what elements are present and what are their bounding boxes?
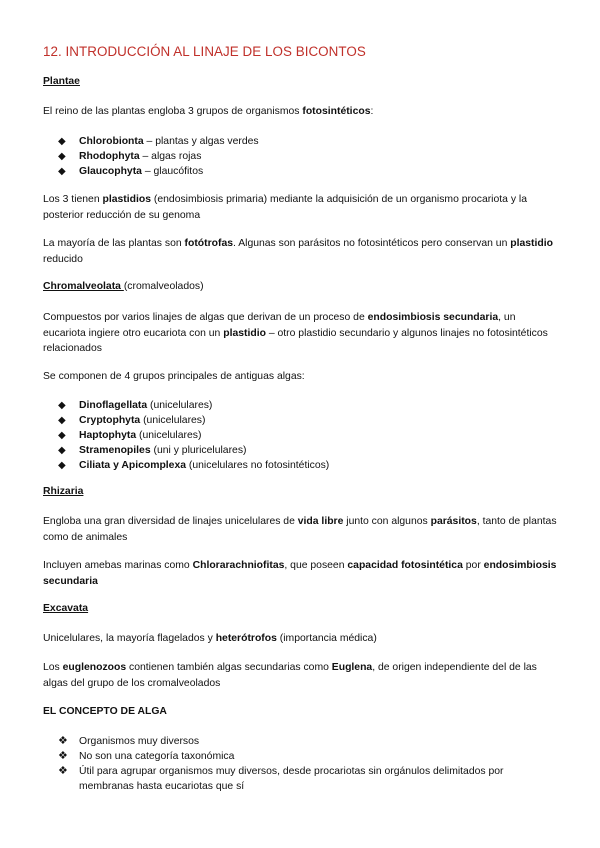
page-title: 12. INTRODUCCIÓN AL LINAJE DE LOS BICONTOS xyxy=(43,44,366,59)
plantae-paragraph-plastidios: Los 3 tienen plastidios (endosimbiosis primaria) mediante la adquisición de un organismo procariota y la posterior reducción de su genoma xyxy=(43,194,527,221)
star-bullet-icon: ❖ xyxy=(58,750,68,762)
list-item: ◆ Stramenopiles (uni y pluricelulares) xyxy=(58,445,247,456)
section-heading-concepto-alga: EL CONCEPTO DE ALGA xyxy=(43,706,167,717)
diamond-bullet-icon: ◆ xyxy=(58,430,66,441)
rhizaria-paragraph-diversidad: Engloba una gran diversidad de linajes unicelulares de vida libre junto con algunos parásitos, tanto de plantas como de animales xyxy=(43,516,557,543)
diamond-bullet-icon: ◆ xyxy=(58,415,66,426)
list-item: ◆ Cryptophyta (unicelulares) xyxy=(58,415,206,426)
section-heading-rhizaria: Rhizaria xyxy=(43,486,84,497)
diamond-bullet-icon: ◆ xyxy=(58,151,66,162)
star-bullet-icon: ❖ xyxy=(58,765,68,777)
diamond-bullet-icon: ◆ xyxy=(58,460,66,471)
diamond-bullet-icon: ◆ xyxy=(58,400,66,411)
list-item: ❖ Útil para agrupar organismos muy diversos, desde procariotas sin orgánulos delimitados por membranas hasta eucariotas que sí xyxy=(58,765,504,792)
list-item: ◆ Rhodophyta – algas rojas xyxy=(58,151,202,162)
diamond-bullet-icon: ◆ xyxy=(58,445,66,456)
list-item: ◆ Haptophyta (unicelulares) xyxy=(58,430,202,441)
diamond-bullet-icon: ◆ xyxy=(58,166,66,177)
chromalveolata-group-list xyxy=(43,398,329,473)
list-item: ❖ No son una categoría taxonómica xyxy=(58,750,235,762)
excavata-paragraph-euglenozoos: Los euglenozoos contienen también algas secundarias como Euglena, de origen independiente del de las algas del grupo de los cromalveolados xyxy=(43,662,537,689)
plantae-paragraph-fototrofas: La mayoría de las plantas son fotótrofas. Algunas son parásitos no fotosintéticos pero conservan un plastidio reducido xyxy=(43,238,553,265)
list-item: ◆ Dinoflagellata (unicelulares) xyxy=(58,400,213,411)
list-item: ◆ Glaucophyta – glaucófitos xyxy=(58,166,204,177)
list-item: ❖ Organismos muy diversos xyxy=(58,735,200,747)
section-heading-excavata: Excavata xyxy=(43,603,89,614)
excavata-paragraph-unicelulares: Unicelulares, la mayoría flagelados y heterótrofos (importancia médica) xyxy=(43,633,377,644)
list-item: ◆ Ciliata y Apicomplexa (unicelulares no fotosintéticos) xyxy=(58,460,330,471)
alga-item-list xyxy=(43,734,548,794)
diamond-bullet-icon: ◆ xyxy=(58,136,66,147)
section-heading-plantae: Plantae xyxy=(43,76,80,87)
chromalveolata-groups-intro: Se componen de 4 grupos principales de antiguas algas: xyxy=(43,371,305,382)
star-bullet-icon: ❖ xyxy=(58,735,68,747)
list-item: ◆ Chlorobionta – plantas y algas verdes xyxy=(58,136,259,147)
rhizaria-paragraph-amebas: Incluyen amebas marinas como Chlorarachniofitas, que poseen capacidad fotosintética por endosimbiosis secundaria xyxy=(43,560,557,587)
chromalveolata-paragraph: Compuestos por varios linajes de algas que derivan de un proceso de endosimbiosis secundaria, un eucariota ingiere otro eucariota con un plastidio – otro plastidio secundario y algunos linajes no fotosintéticos relacionados xyxy=(43,312,548,354)
section-heading-chromalveolata: Chromalveolata (cromalveolados) xyxy=(43,281,204,292)
plantae-group-list xyxy=(43,134,259,179)
plantae-intro: El reino de las plantas engloba 3 grupos de organismos fotosintéticos: xyxy=(43,106,374,117)
